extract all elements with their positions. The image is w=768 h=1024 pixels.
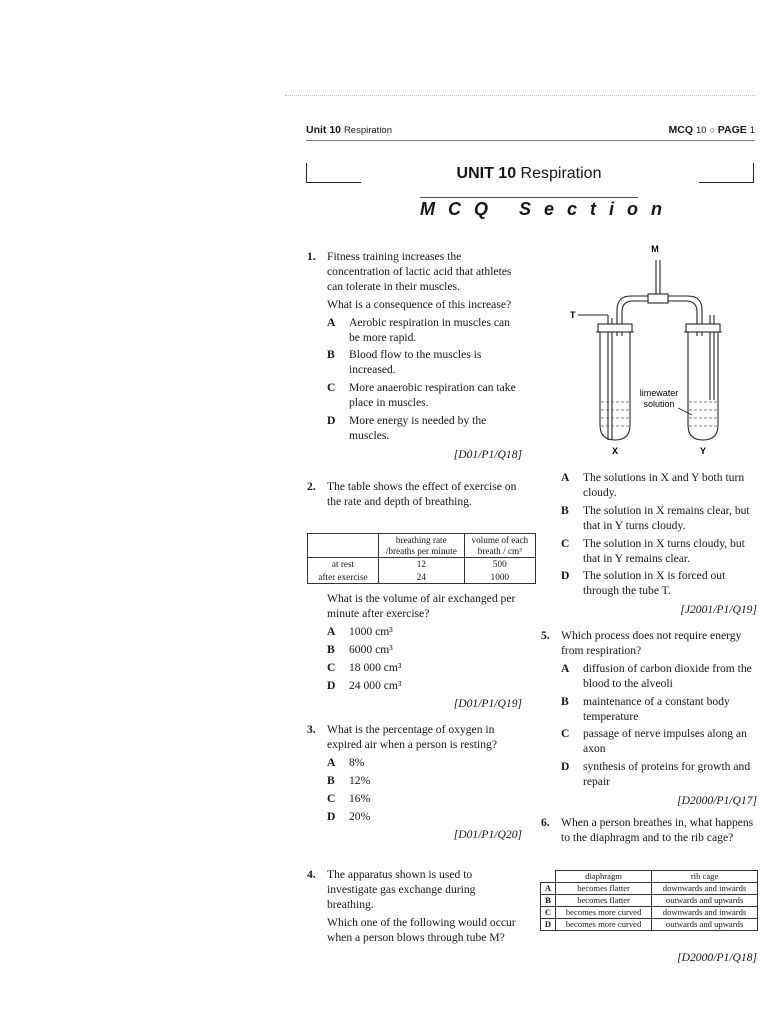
apparatus-diagram [560, 240, 740, 460]
option-b[interactable]: B maintenance of a constant body temperature [561, 694, 730, 723]
question-1 [307, 250, 522, 463]
table-row [541, 907, 758, 919]
option-a[interactable]: A 8% [327, 755, 365, 769]
table-cell: downwards and inwards [652, 907, 758, 919]
question-prompt: Which one of the following would occur when a person blows through tube M? [327, 915, 516, 944]
label-solution: solution [643, 399, 675, 409]
table-cell: 1000 [464, 571, 535, 584]
table-header: rib cage [652, 871, 758, 883]
option-b[interactable]: B Blood flow to the muscles is increased. [327, 348, 482, 377]
option-c[interactable]: C The solution in X turns cloudy, but that in Y remains clear. [561, 536, 745, 565]
table-row [541, 883, 758, 895]
table-cell: outwards and upwards [652, 919, 758, 931]
table-cell: outwards and upwards [652, 895, 758, 907]
option-d[interactable]: D More energy is needed by the muscles. [327, 414, 487, 442]
question-2-continued [327, 592, 522, 712]
mcq-num: 10 [695, 125, 707, 136]
option-a[interactable]: A diffusion of carbon dioxide from the blood to the alveoli [561, 661, 752, 690]
table-cell: becomes flatter [556, 895, 652, 907]
question-number: 2. [307, 480, 316, 493]
option-a[interactable]: A Aerobic respiration in muscles can be more rapid. [327, 315, 510, 344]
table-row [541, 895, 758, 907]
question-number: 4. [307, 868, 316, 881]
table-header [308, 534, 379, 558]
label-t: T [570, 310, 576, 320]
question-5 [541, 629, 757, 809]
option-a[interactable]: A 1000 cm³ [327, 624, 393, 638]
question-4 [307, 868, 522, 946]
question-number: 1. [307, 250, 316, 263]
question-reference: [D01/P1/Q19] [453, 697, 522, 711]
table-header: diaphragm [556, 871, 652, 883]
question-4-options [561, 471, 757, 618]
unit-title [306, 165, 752, 183]
table-cell: downwards and inwards [652, 883, 758, 895]
table-header [541, 871, 556, 883]
question-reference: [J2001/P1/Q19] [680, 603, 757, 617]
option-d[interactable]: D The solution in X is forced out through the tube T. [561, 569, 726, 598]
question-reference: [D2000/P1/Q17] [677, 794, 757, 808]
unit-topic: Respiration [343, 125, 392, 136]
table-row [541, 919, 758, 931]
option-d[interactable]: D synthesis of proteins for growth and repair [561, 760, 751, 789]
option-b[interactable]: B 12% [327, 773, 371, 787]
question-2 [307, 480, 522, 510]
question-text: When a person breathes in, what happens to the diaphragm and to the rib cage? [561, 816, 754, 844]
question-number: 5. [541, 629, 550, 642]
table-header: volume of each breath / cm³ [464, 534, 535, 558]
question-6 [541, 816, 757, 846]
title-underline [420, 197, 638, 198]
table-header: breathing rate /breaths per minute [379, 534, 465, 558]
question-text: The apparatus shown is used to investigate gas exchange during breathing. [327, 868, 476, 911]
question-text: What is the percentage of oxygen in expired air when a person is resting? [327, 723, 497, 751]
question-reference: [D01/P1/Q18] [453, 447, 522, 461]
diaphragm-table [540, 870, 758, 931]
question-reference: [D01/P1/Q20] [453, 828, 522, 842]
table-cell: 500 [464, 558, 535, 571]
table-cell: at rest [308, 558, 379, 571]
header-bullet: ○ [709, 125, 715, 135]
title-topic: Respiration [520, 165, 602, 182]
table-cell: becomes flatter [556, 883, 652, 895]
label-y: Y [699, 446, 707, 456]
mcq-label: MCQ [668, 124, 694, 136]
header-rule [306, 140, 755, 141]
table-cell: 12 [379, 558, 465, 571]
option-a[interactable]: A The solutions in X and Y both turn cloudy. [561, 471, 745, 499]
option-d[interactable]: D 20% [327, 809, 371, 823]
question-number: 6. [541, 816, 550, 829]
row-letter: C [541, 907, 556, 919]
label-limewater: limewater [639, 388, 679, 398]
table-cell: after exercise [308, 571, 379, 584]
option-b[interactable]: B The solution in X remains clear, but that in Y turns cloudy. [561, 503, 750, 532]
option-b[interactable]: B 6000 cm³ [327, 642, 393, 656]
page-number: 1 [749, 125, 755, 136]
option-c[interactable]: C 18 000 cm³ [327, 660, 402, 674]
breathing-table [307, 533, 536, 584]
title-unit: UNIT 10 [456, 165, 517, 182]
question-reference: [D2000/P1/Q18] [677, 951, 757, 964]
question-prompt: What is a consequence of this increase? [327, 297, 512, 311]
question-6-footer [561, 947, 757, 966]
option-c[interactable]: C More anaerobic respiration can take place in muscles. [327, 381, 516, 410]
label-m: M [651, 244, 659, 254]
test-tube-x [600, 332, 630, 440]
table-cell: becomes more curved [556, 907, 652, 919]
option-c[interactable]: C 16% [327, 791, 371, 805]
section-title: MCQ Section [420, 199, 676, 219]
question-text: The table shows the effect of exercise on the rate and depth of breathing. [327, 480, 517, 508]
question-3 [307, 723, 522, 843]
running-header-right [669, 124, 755, 136]
label-x: X [611, 446, 619, 456]
row-letter: A [541, 883, 556, 895]
question-number: 3. [307, 723, 316, 736]
running-header-left [306, 124, 392, 136]
table-cell: becomes more curved [556, 919, 652, 931]
option-d[interactable]: D 24 000 cm³ [327, 678, 402, 692]
unit-label: Unit 10 [306, 124, 342, 136]
question-text: Which process does not require energy from respiration? [561, 629, 742, 657]
top-dotted-rule [285, 95, 755, 96]
question-text: Fitness training increases the concentration of lactic acid that athletes can tolerate in their muscles. [327, 250, 512, 293]
table-cell: 24 [379, 571, 465, 584]
option-c[interactable]: C passage of nerve impulses along an axon [561, 727, 747, 756]
row-letter: D [541, 919, 556, 931]
row-letter: B [541, 895, 556, 907]
page-label: PAGE [717, 124, 747, 136]
question-prompt: What is the volume of air exchanged per minute after exercise? [327, 592, 516, 620]
